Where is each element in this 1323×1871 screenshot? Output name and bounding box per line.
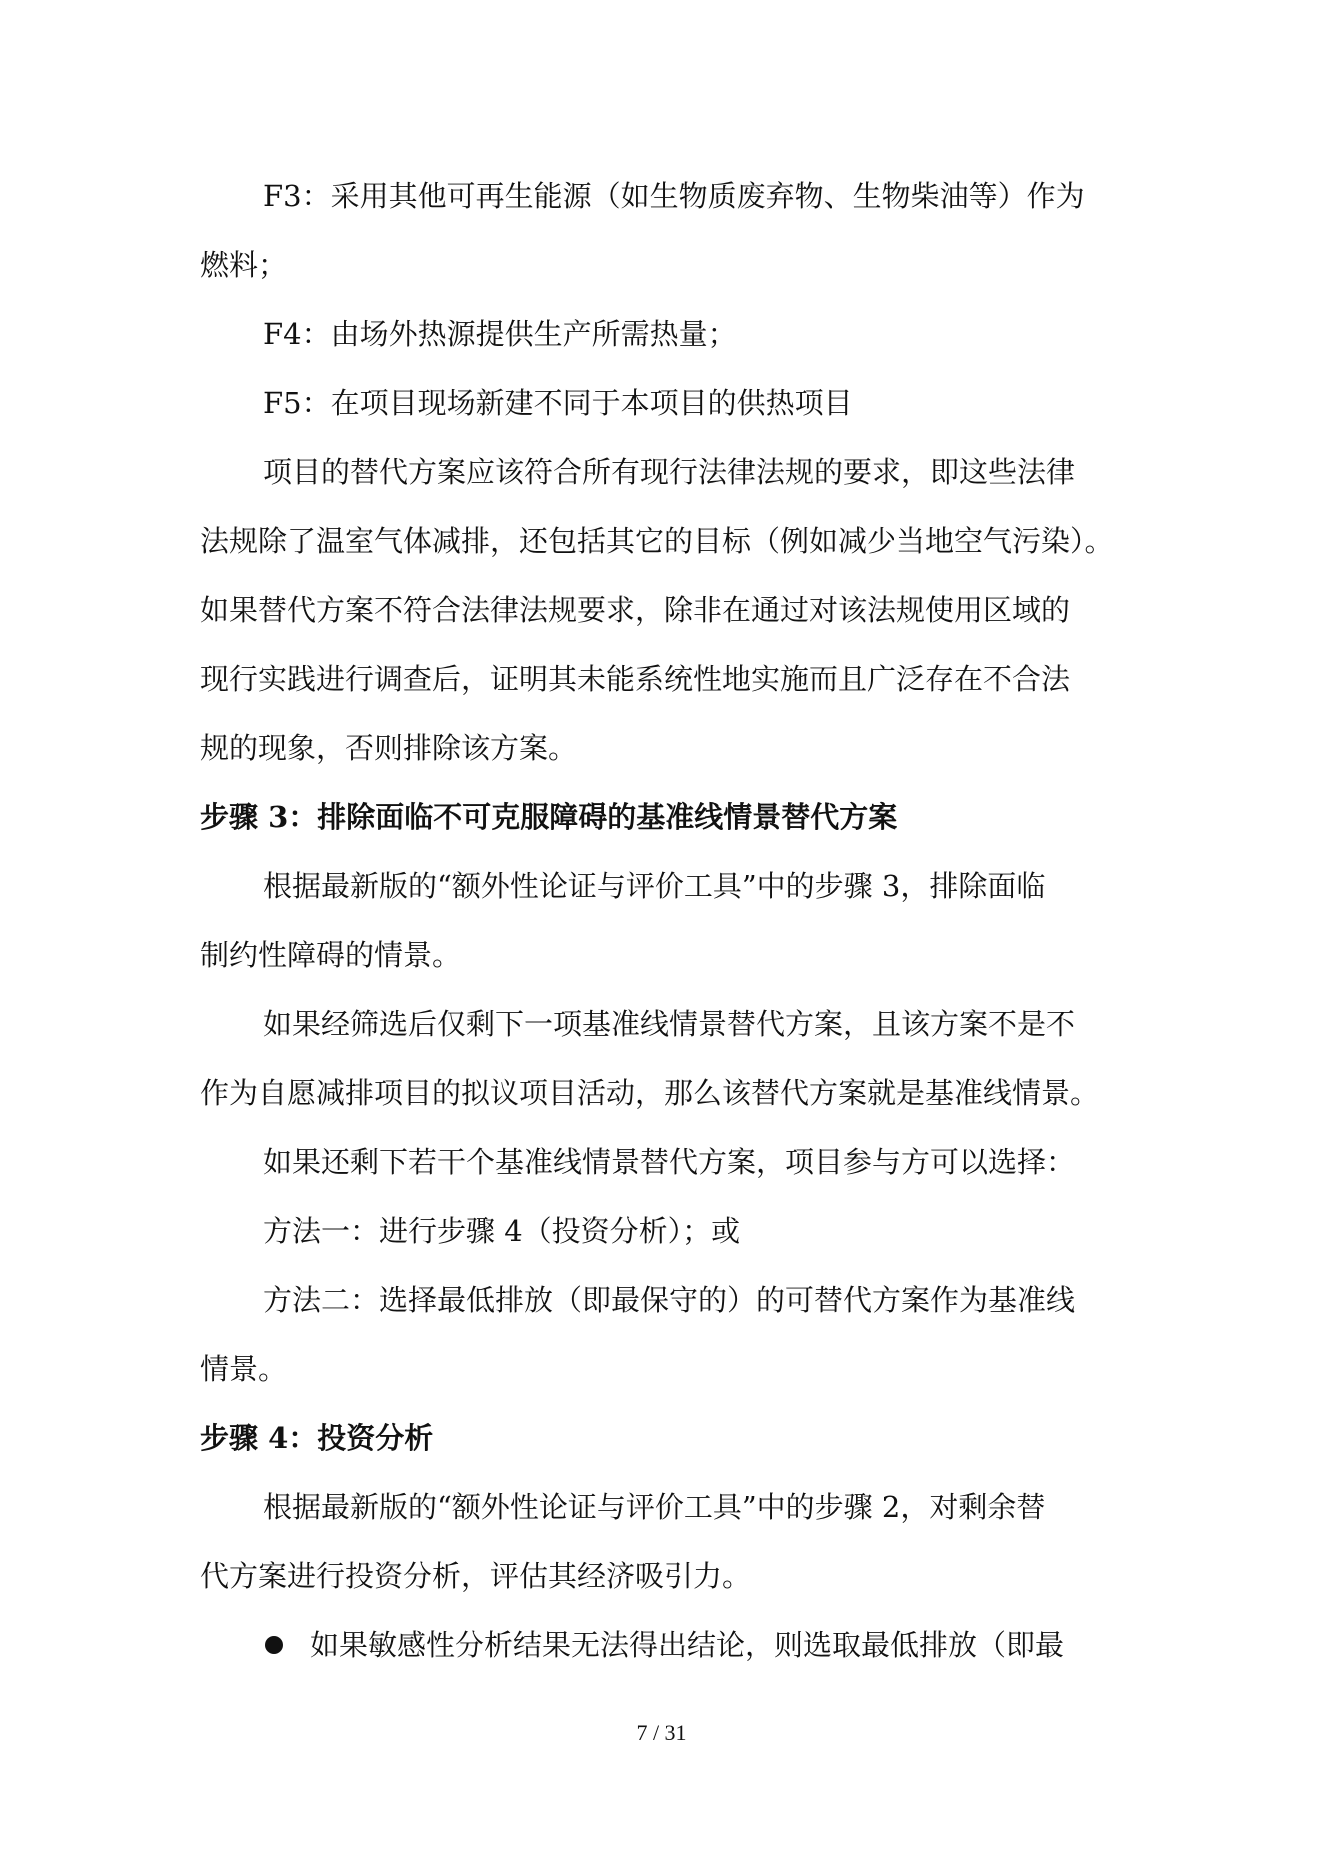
paragraph-f5: F5：在项目现场新建不同于本项目的供热项目	[263, 386, 853, 420]
paragraph-alternatives-line3: 如果替代方案不符合法律法规要求，除非在通过对该法规使用区域的	[200, 593, 1071, 627]
paragraph-method-2-line2: 情景。	[200, 1352, 288, 1386]
paragraph-step4-line2: 代方案进行投资分析，评估其经济吸引力。	[200, 1559, 752, 1593]
page-number: 7 / 31	[636, 1720, 687, 1745]
paragraph-screening-line2: 作为自愿减排项目的拟议项目活动，那么该替代方案就是基准线情景。	[200, 1076, 1100, 1110]
paragraph-step3-line2: 制约性障碍的情景。	[200, 938, 462, 972]
paragraph-f3-cont: 燃料；	[200, 248, 288, 282]
heading-step-3: 步骤 3：排除面临不可克服障碍的基准线情景替代方案	[200, 800, 898, 834]
paragraph-screening: 如果经筛选后仅剩下一项基准线情景替代方案，且该方案不是不	[263, 1007, 1076, 1041]
paragraph-method-2: 方法二：选择最低排放（即最保守的）的可替代方案作为基准线	[263, 1283, 1076, 1317]
bullet-item: 如果敏感性分析结果无法得出结论，则选取最低排放（即最	[310, 1628, 1065, 1662]
paragraph-step3: 根据最新版的“额外性论证与评价工具”中的步骤 3，排除面临	[263, 869, 1046, 903]
paragraph-alternatives-line4: 现行实践进行调查后，证明其未能系统性地实施而且广泛存在不合法	[200, 662, 1071, 696]
paragraph-alternatives-line2: 法规除了温室气体减排，还包括其它的目标（例如减少当地空气污染）。	[200, 524, 1114, 558]
paragraph-f4: F4：由场外热源提供生产所需热量；	[263, 317, 737, 351]
paragraph-alternatives-line5: 规的现象，否则排除该方案。	[200, 731, 578, 765]
paragraph-step4: 根据最新版的“额外性论证与评价工具”中的步骤 2，对剩余替	[263, 1490, 1046, 1524]
bullet-dot-icon	[265, 1636, 283, 1654]
heading-step-4: 步骤 4：投资分析	[200, 1421, 434, 1455]
paragraph-method-1: 方法一：进行步骤 4（投资分析）；或	[263, 1214, 741, 1248]
paragraph-alternatives: 项目的替代方案应该符合所有现行法律法规的要求，即这些法律	[263, 455, 1076, 489]
paragraph-multiple: 如果还剩下若干个基准线情景替代方案，项目参与方可以选择：	[263, 1145, 1076, 1179]
paragraph-f3: F3：采用其他可再生能源（如生物质废弃物、生物柴油等）作为	[263, 179, 1085, 213]
